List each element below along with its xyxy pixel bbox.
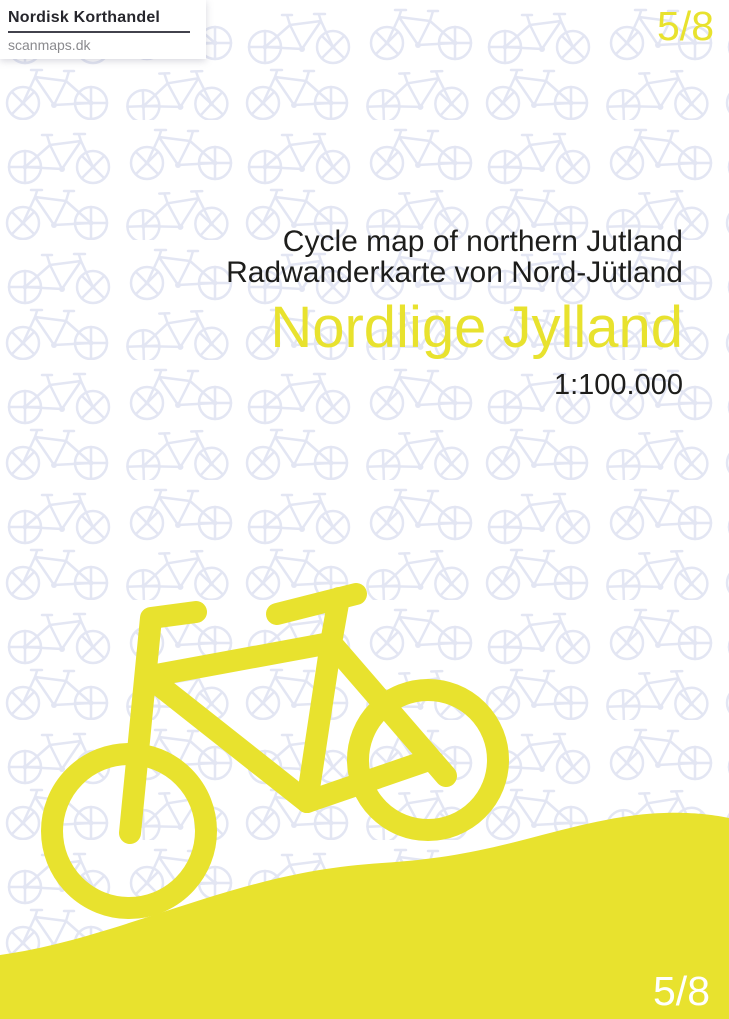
seller-website: scanmaps.dk [8, 37, 91, 53]
title-block [226, 226, 683, 400]
map-title: Nordlige Jylland [270, 295, 683, 360]
sheet-number-bottom: 5/8 [653, 968, 710, 1014]
seller-stamp [0, 0, 206, 59]
stamp-divider [8, 31, 190, 33]
seller-name: Nordisk Korthandel [8, 9, 161, 26]
subtitle-german: Radwanderkarte von Nord-Jütland [226, 256, 683, 289]
subtitle-english: Cycle map of northern Jutland [282, 225, 683, 258]
sheet-number-top: 5/8 [657, 3, 714, 49]
map-scale: 1:100.000 [553, 369, 683, 401]
